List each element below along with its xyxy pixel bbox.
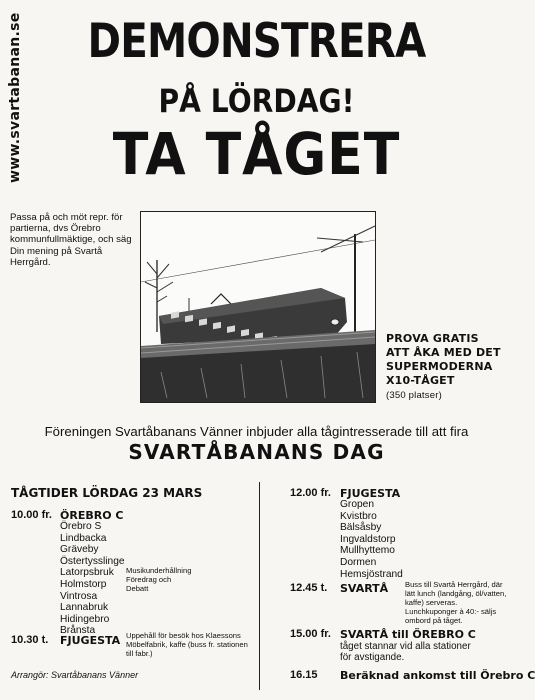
schedule-divider <box>259 482 260 690</box>
arrival-station: FJUGESTA <box>60 634 121 647</box>
return-note: tåget stannar vid alla stationer för avstigande. <box>340 641 471 664</box>
list-item: Lannabruk <box>60 602 109 614</box>
stop-list-left <box>60 521 125 637</box>
schedule-title: TÅGTIDER LÖRDAG 23 MARS <box>11 486 203 500</box>
promo-line: PROVA GRATIS <box>386 332 479 345</box>
train-photo <box>140 211 376 403</box>
stop-note: Musikunderhållning Föredrag och Debatt <box>126 566 192 593</box>
departure-time: 10.00 fr. <box>11 509 52 521</box>
promo-seats: (350 platser) <box>386 390 442 401</box>
arrival-time-final: 16.15 <box>290 669 318 681</box>
list-item: Örebro S <box>60 521 102 532</box>
promo-line: SUPERMODERNA <box>386 360 493 373</box>
promo-line: X10-TÅGET <box>386 374 455 387</box>
return-time: 15.00 fr. <box>290 628 331 640</box>
promo-box <box>386 332 511 403</box>
arrival-station: SVARTÅ <box>340 582 389 595</box>
list-item: Ingvaldstorp <box>340 533 396 545</box>
return-route: SVARTÅ till ÖREBRO C <box>340 628 476 641</box>
list-item: Holmstorp <box>60 578 107 590</box>
arrival-final-text: Beräknad ankomst till Örebro C <box>340 669 535 682</box>
list-item: Latorpsbruk <box>60 567 114 579</box>
stop-list-right <box>340 499 403 580</box>
list-item: Dormen <box>340 556 377 568</box>
headline-ta-taget: TA TÅGET <box>112 120 401 188</box>
intro-text: Passa på och möt repr. för partierna, dvs Örebro kommunfullmäktige, och säg Din mening på Svartå Herrgård. <box>10 212 132 268</box>
side-website-url: www.svartabanan.se <box>7 12 23 183</box>
lunch-note: Buss till Svartå Herrgård, där lätt lunch (landgång, öl/vatten, kaffe) serveras. Lunchkuponger à 40:- säljs ombord på tåget. <box>405 580 507 625</box>
departure-station: ÖREBRO C <box>60 509 124 522</box>
list-item: Lindbacka <box>60 532 107 544</box>
departure-time: 12.00 fr. <box>290 487 331 499</box>
list-item: Bälsåsby <box>340 522 382 534</box>
arrival-time: 12.45 t. <box>290 582 328 594</box>
headline-demonstrera: DEMONSTRERA <box>87 14 426 69</box>
event-title: SVARTÅBANANS DAG <box>128 440 385 464</box>
list-item: Hemsjöstrand <box>340 568 403 580</box>
arrival-time: 10.30 t. <box>11 634 49 646</box>
invitation-text: Föreningen Svartåbanans Vänner inbjuder alla tågintresserade till att fira <box>44 424 469 439</box>
list-item: Kvistbro <box>340 510 377 522</box>
arrival-note: Uppehåll för besök hos Klaessons Möbelfabrik, kaffe (buss fr. stationen till fabr.) <box>126 631 248 658</box>
headline-pa-lordag: PÅ LÖRDAG! <box>158 82 355 120</box>
list-item: Gropen <box>340 499 374 510</box>
list-item: Hidingebro <box>60 613 110 625</box>
list-item: Mullhyttemo <box>340 545 395 557</box>
departure-station: FJUGESTA <box>340 487 401 500</box>
promo-line: ATT ÅKA MED DET <box>386 346 501 359</box>
list-item: Vintrosa <box>60 590 98 602</box>
train-illustration <box>141 212 375 402</box>
list-item: Östertysslinge <box>60 555 125 567</box>
organizer: Arrangör: Svartåbanans Vänner <box>11 670 139 680</box>
list-item: Gräveby <box>60 544 99 556</box>
list-item: Brånsta <box>60 625 96 637</box>
